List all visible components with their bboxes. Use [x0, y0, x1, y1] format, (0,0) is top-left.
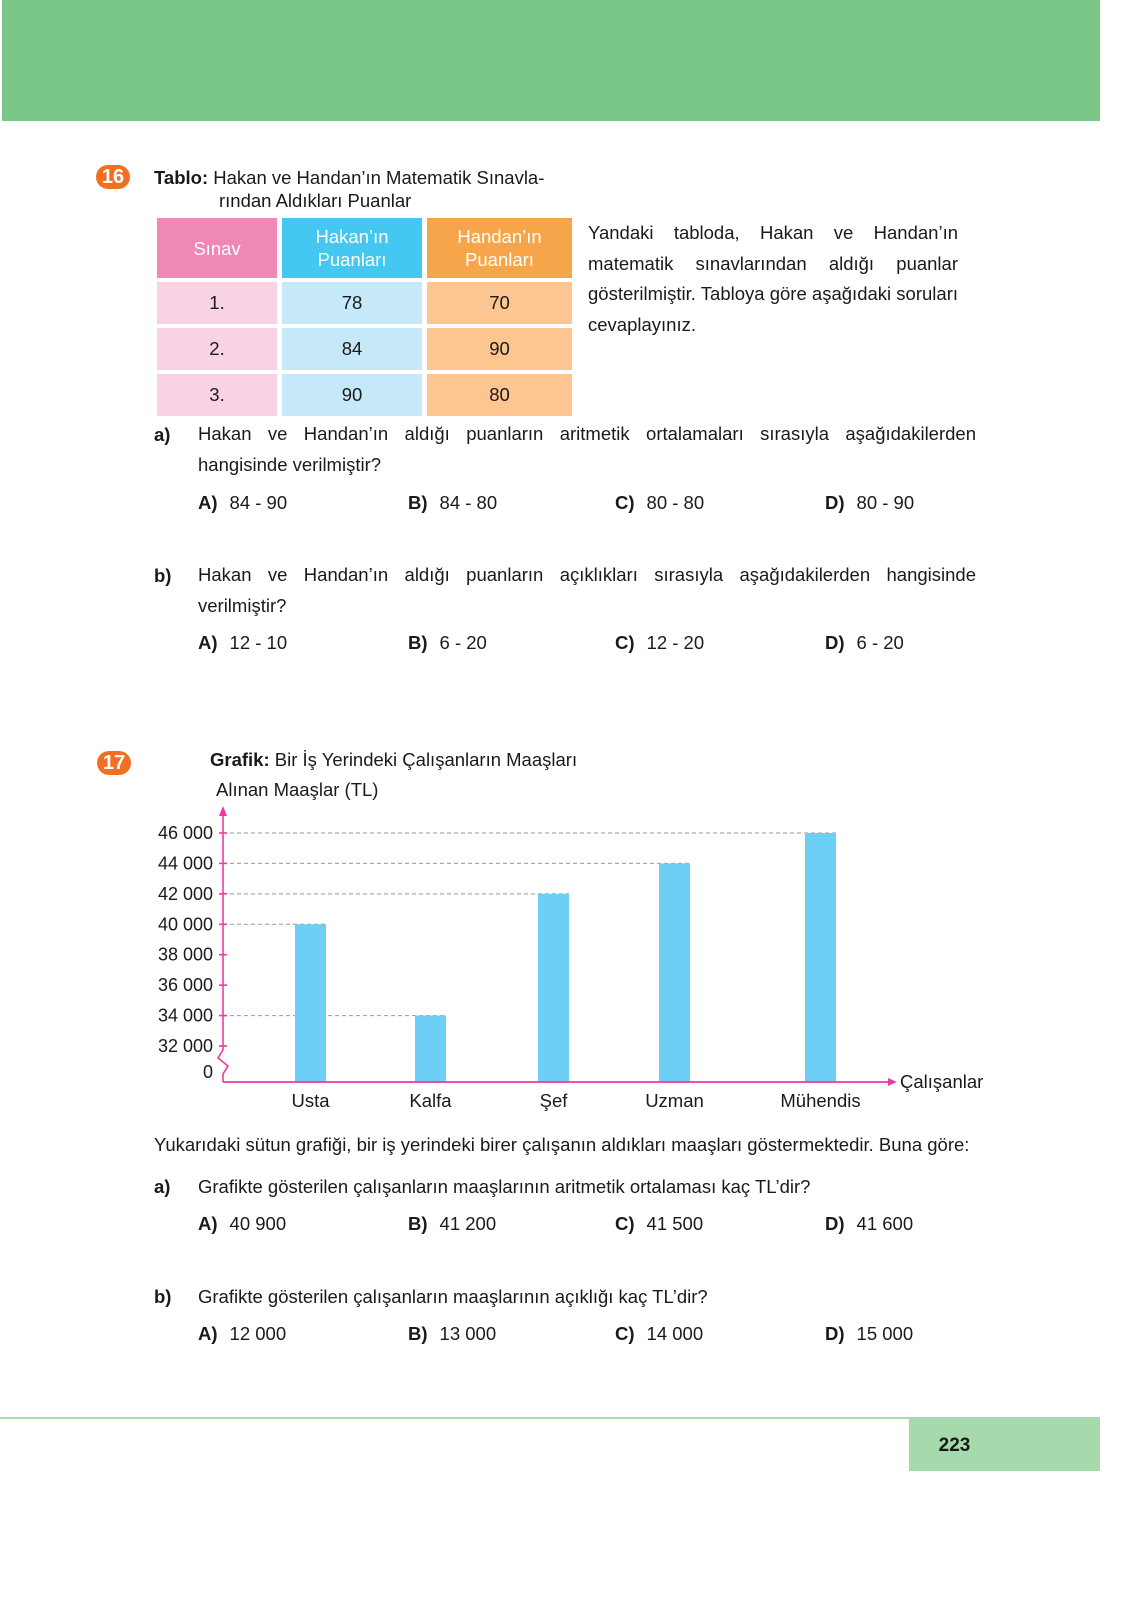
cell: 90 — [427, 328, 572, 370]
q17a-label: a) — [154, 1176, 171, 1197]
q16a-label: a) — [154, 424, 171, 445]
x-axis-label: Çalışanlar — [900, 1071, 984, 1092]
question-number-17: 17 — [97, 751, 131, 775]
q16b-option-a[interactable]: A) 12 - 10 — [198, 632, 288, 653]
y-tick-label: 44 000 — [157, 853, 213, 874]
q16b-label: b) — [154, 565, 172, 586]
y-axis-label: Alınan Maaşlar (TL) — [216, 779, 379, 800]
cell: 78 — [282, 282, 422, 324]
q16a-option-d[interactable]: D) 80 - 90 — [825, 492, 915, 513]
header-handan: Handan’ın Puanları — [427, 218, 572, 278]
question-number-16: 16 — [96, 165, 130, 189]
cell: 70 — [427, 282, 572, 324]
cell: 1. — [157, 282, 277, 324]
q16a-option-c[interactable]: C) 80 - 80 — [615, 492, 705, 513]
x-tick-label: Şef — [539, 1090, 568, 1111]
title-line1: Hakan ve Handan’ın Matematik Sınavla- — [213, 167, 545, 188]
page-number: 223 — [938, 1435, 971, 1456]
y-tick-label-zero: 0 — [202, 1062, 213, 1082]
title-prefix: Tablo: — [154, 167, 209, 188]
q17b-option-c[interactable]: C) 14 000 — [615, 1323, 704, 1344]
y-tick-label: 40 000 — [157, 914, 213, 935]
cell: 80 — [427, 374, 572, 416]
cell: 2. — [157, 328, 277, 370]
y-tick-label: 32 000 — [157, 1036, 213, 1056]
q17a-text: Grafikte gösterilen çalışanların maaşlarının aritmetik ortalaması kaç TL’dir? — [198, 1176, 811, 1197]
q17b-option-d[interactable]: D) 15 000 — [825, 1323, 914, 1344]
cell: 84 — [282, 328, 422, 370]
q17b-text: Grafikte gösterilen çalışanların maaşlarının açıklığı kaç TL’dir? — [198, 1286, 708, 1307]
x-tick-label: Kalfa — [409, 1090, 452, 1111]
q16a-text: Hakan ve Handan’ın aldığı puanların aritmetik ortalamaları sırasıyla aşağıdakilerden hangisinde verilmiştir? — [198, 423, 976, 475]
bar-kalfa — [415, 1016, 446, 1082]
table-title-line2: rından Aldıkları Puanlar — [219, 190, 412, 211]
q16b-text: Hakan ve Handan’ın aldığı puanların açıklıkları sırasıyla aşağıdakilerden hangisinde verilmiştir? — [198, 564, 976, 616]
cell: 90 — [282, 374, 422, 416]
y-tick-label: 34 000 — [157, 1005, 213, 1026]
q17a-option-a[interactable]: A) 40 900 — [198, 1213, 287, 1234]
y-tick-label: 42 000 — [157, 883, 213, 904]
title-prefix: Grafik: — [210, 749, 270, 770]
q17a-option-d[interactable]: D) 41 600 — [825, 1213, 914, 1234]
bar-usta — [295, 924, 326, 1082]
x-tick-label: Usta — [291, 1090, 330, 1111]
q16b-option-c[interactable]: C) 12 - 20 — [615, 632, 705, 653]
table-description: Yandaki tabloda, Hakan ve Handan’ın matematik sınavlarından aldığı puanlar gösterilmiştir. Tabloya göre aşağıdaki soruları cevaplayınız. — [588, 222, 958, 335]
q16a-option-a[interactable]: A) 84 - 90 — [198, 492, 288, 513]
q17a-option-b[interactable]: B) 41 200 — [408, 1213, 497, 1234]
q17a-option-c[interactable]: C) 41 500 — [615, 1213, 704, 1234]
q16b-option-b[interactable]: B) 6 - 20 — [408, 632, 487, 653]
q17b-option-b[interactable]: B) 13 000 — [408, 1323, 497, 1344]
bar-mühendis — [805, 833, 836, 1082]
title-text: Bir İş Yerindeki Çalışanların Maaşları — [274, 749, 578, 770]
bar-uzman — [659, 863, 690, 1082]
header-hakan: Hakan’ın Puanları — [282, 218, 422, 278]
bar-şef — [538, 894, 569, 1082]
x-tick-label: Mühendis — [780, 1090, 861, 1111]
y-tick-label: 36 000 — [157, 975, 213, 996]
header-sinav: Sınav — [157, 218, 277, 278]
y-tick-label: 46 000 — [157, 823, 213, 843]
y-axis-arrow-icon — [219, 806, 227, 816]
y-tick-label: 38 000 — [157, 944, 213, 965]
cell: 3. — [157, 374, 277, 416]
q17b-option-a[interactable]: A) 12 000 — [198, 1323, 287, 1344]
q16a-option-b[interactable]: B) 84 - 80 — [408, 492, 498, 513]
q16b-option-d[interactable]: D) 6 - 20 — [825, 632, 904, 653]
x-axis-arrow-icon — [888, 1078, 897, 1086]
q17b-label: b) — [154, 1286, 172, 1307]
q17-intro: Yukarıdaki sütun grafiği, bir iş yerindeki birer çalışanın aldıkları maaşları göstermektedir. Buna göre: — [154, 1134, 970, 1155]
axis-break-icon — [218, 1050, 228, 1082]
page-number-box — [909, 1418, 1100, 1471]
x-tick-label: Uzman — [645, 1090, 704, 1111]
